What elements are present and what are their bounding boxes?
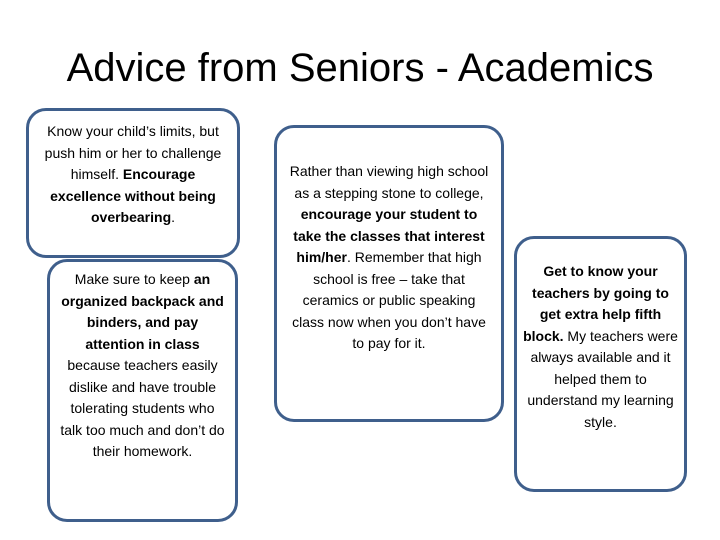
advice-text: Know your child’s limits, but push him or her to challenge himself.: [44, 123, 222, 182]
advice-text-end: .: [171, 209, 176, 225]
advice-box-classes: [274, 125, 504, 422]
advice-box-organization: [47, 259, 238, 522]
advice-box-limits: [26, 108, 240, 258]
slide-title: Advice from Seniors - Academics: [66, 46, 654, 90]
advice-emphasis: encourage your student to take the classes that interest him/her: [293, 206, 485, 265]
advice-text-end: because teachers easily dislike and have trouble tolerating students who talk too much and don’t do their homework.: [60, 357, 225, 459]
advice-text-end: My teachers were always available and it helped them to understand my learning style.: [527, 327, 678, 430]
advice-text: Rather than viewing high school as a stepping stone to college,: [289, 163, 489, 201]
advice-emphasis: Get to know your teachers by going to get extra help fifth block.: [523, 263, 669, 344]
advice-box-teachers: [514, 236, 687, 492]
advice-text-end: . Remember that high school is free – take that ceramics or public speaking class now when you don’t have to pay for it.: [292, 249, 486, 351]
advice-emphasis: an organized backpack and binders, and pay attention in class: [61, 271, 224, 352]
advice-text: Make sure to keep: [74, 271, 194, 287]
advice-emphasis: Encourage excellence without being overbearing: [50, 166, 216, 225]
